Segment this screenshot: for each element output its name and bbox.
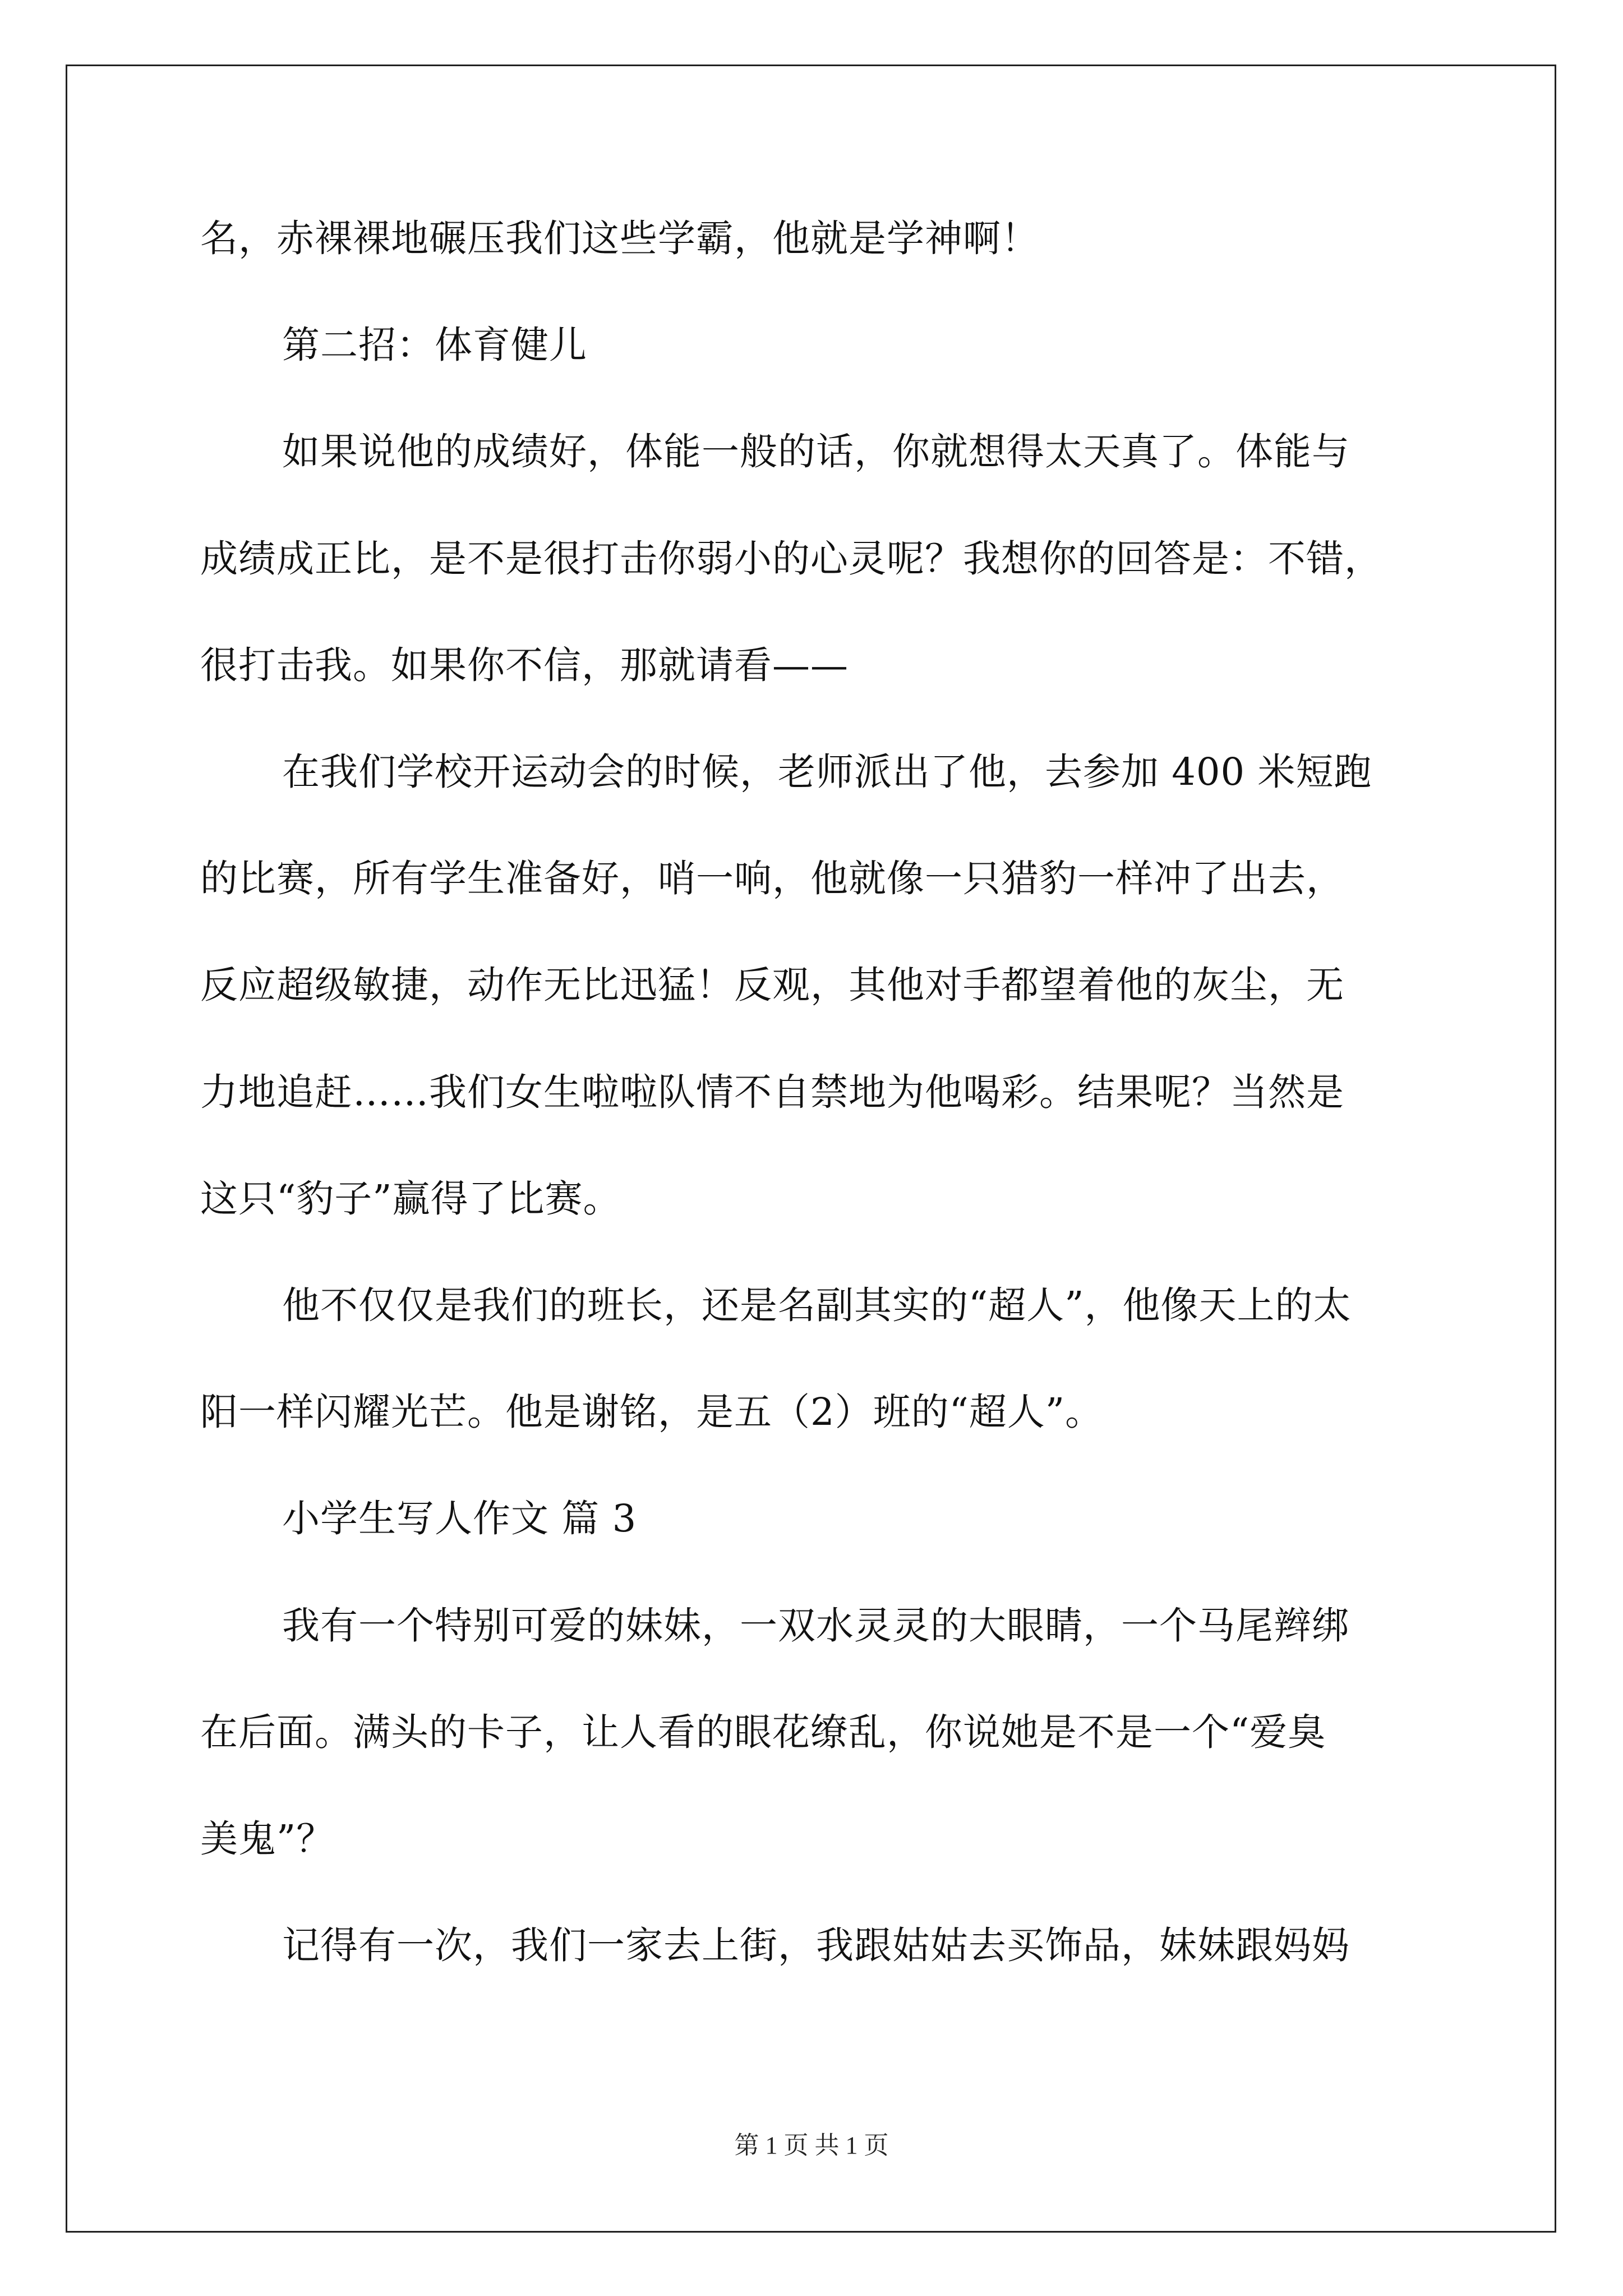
text-line: 名，赤裸裸地碾压我们这些学霸，他就是学神啊！ — [200, 217, 1039, 260]
page-border — [66, 65, 1556, 2233]
text-line: 如果说他的成绩好，体能一般的话，你就想得太天真了。体能与 — [282, 430, 1350, 473]
text-line: 在我们学校开运动会的时候，老师派出了他，去参加 400 米短跑 — [282, 750, 1372, 794]
page-number-footer: 第 1 页 共 1 页 — [734, 2132, 889, 2159]
text-line: 记得有一次，我们一家去上街，我跟姑姑去买饰品，妹妹跟妈妈 — [282, 1924, 1350, 1967]
text-line: 的比赛，所有学生准备好，哨一响，他就像一只猎豹一样冲了出去， — [200, 857, 1344, 900]
text-line: 阳一样闪耀光芒。他是谢铭，是五（2）班的“超人”。 — [200, 1390, 1104, 1434]
section-heading: 小学生写人作文 篇 3 — [282, 1497, 637, 1540]
text-line: 反应超级敏捷，动作无比迅猛！反观，其他对手都望着他的灰尘，无 — [200, 963, 1344, 1007]
text-line: 他不仅仅是我们的班长，还是名副其实的“超人”，他像天上的太 — [282, 1283, 1352, 1327]
text-line: 成绩成正比，是不是很打击你弱小的心灵呢？我想你的回答是：不错， — [200, 537, 1382, 581]
section-heading: 第二招：体育健儿 — [282, 323, 587, 367]
text-line: 力地追赶……我们女生啦啦队情不自禁地为他喝彩。结果呢？当然是 — [200, 1070, 1344, 1114]
text-line: 很打击我。如果你不信，那就请看—— — [200, 643, 849, 687]
text-line: 在后面。满头的卡子，让人看的眼花缭乱，你说她是不是一个“爱臭 — [200, 1710, 1326, 1754]
text-line: 这只“豹子”赢得了比赛。 — [200, 1177, 621, 1221]
text-line: 我有一个特别可爱的妹妹，一双水灵灵的大眼睛，一个马尾辫绑 — [282, 1604, 1350, 1648]
text-line: 美鬼”？ — [200, 1817, 335, 1861]
